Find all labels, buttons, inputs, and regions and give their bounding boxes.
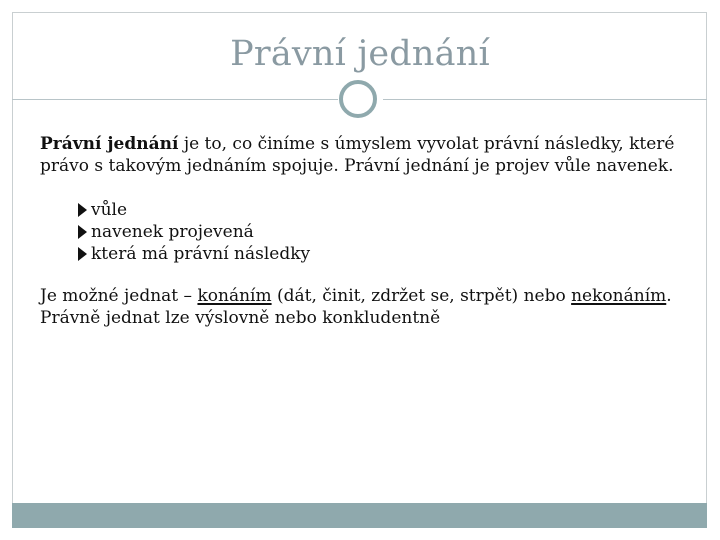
acting-paragraph xyxy=(40,285,700,329)
konanim-link[interactable]: konáním xyxy=(197,286,272,306)
title-divider-left xyxy=(12,99,338,100)
definition-line-1 xyxy=(40,133,690,155)
bullet-item xyxy=(78,221,310,243)
bullet-list xyxy=(78,199,310,265)
bullet-text: která má právní následky xyxy=(91,244,311,264)
definition-line-1-rest: je to, co činíme s úmyslem vyvolat právní následky, které xyxy=(178,134,675,154)
definition-line-2: právo s takovým jednáním spojuje. Právní jednání je projev vůle navenek. xyxy=(40,156,674,176)
definition-paragraph xyxy=(40,133,690,177)
bullet-item xyxy=(78,243,310,265)
acting-text-3: . xyxy=(666,286,672,306)
slide-title: Právní jednání xyxy=(230,34,490,74)
title-divider-right xyxy=(383,99,707,100)
acting-line-2: Právně jednat lze výslovně nebo konkludentně xyxy=(40,308,441,328)
acting-line-1 xyxy=(40,285,700,307)
ring-icon xyxy=(339,80,377,118)
arrowhead-bullet-icon xyxy=(78,203,87,217)
acting-text-1: Je možné jednat – xyxy=(40,286,198,306)
acting-text-2: (dát, činit, zdržet se, strpět) nebo xyxy=(271,286,572,306)
footer-bar xyxy=(12,503,707,528)
nekonanim-link[interactable]: nekonáním xyxy=(571,286,667,306)
definition-term: Právní jednání xyxy=(40,134,179,154)
bullet-text: navenek projevená xyxy=(91,222,254,242)
bullet-item xyxy=(78,199,310,221)
arrowhead-bullet-icon xyxy=(78,225,87,239)
bullet-text: vůle xyxy=(91,200,128,220)
arrowhead-bullet-icon xyxy=(78,247,87,261)
